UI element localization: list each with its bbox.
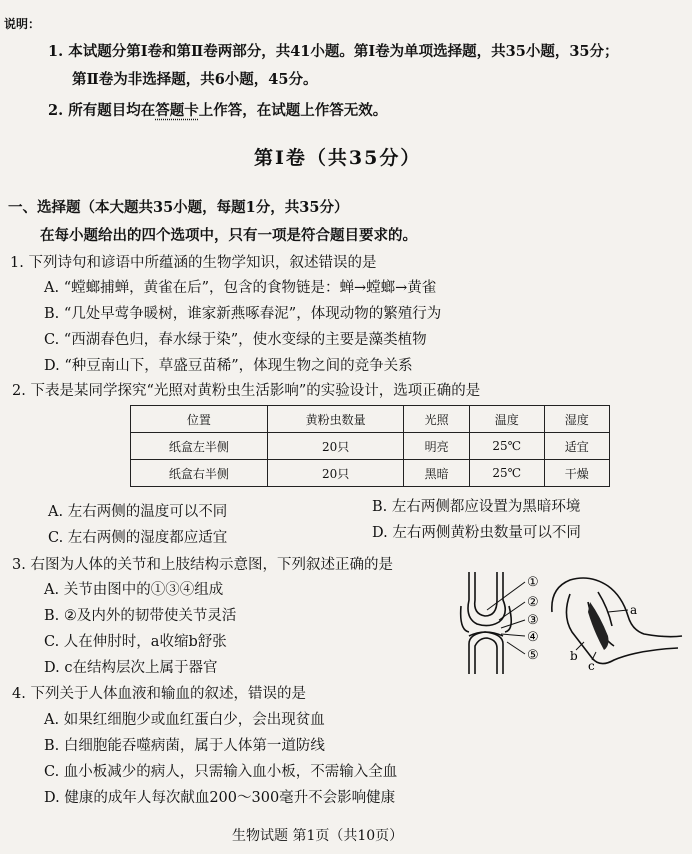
joint-diagram [455, 570, 545, 675]
question-1-option-a: A. “螳螂捕蝉，黄雀在后”，包含的食物链是：蝉→螳螂→黄雀 [44, 280, 437, 296]
question-2-stem: 2. 下表是某同学探究“光照对黄粉虫生活影响”的实验设计，选项正确的是 [12, 383, 481, 399]
experiment-table [130, 405, 610, 487]
table-cell: 纸盒右半侧 [131, 460, 268, 487]
question-4-option-c: C. 血小板减少的病人，只需输入血小板，不需输入全血 [44, 764, 398, 780]
question-2-option-a: A. 左右两侧的温度可以不同 [48, 504, 228, 520]
question-3-option-b: B. ②及内外的韧带使关节灵活 [44, 608, 237, 624]
table-header-cell: 温度 [469, 406, 544, 433]
figure-label-5: ⑤ [527, 648, 539, 663]
question-3-option-d: D. c在结构层次上属于器官 [44, 660, 218, 676]
figure-label-1: ① [527, 575, 539, 590]
header-fragment: 说明： [4, 17, 41, 31]
question-1-option-b: B. “几处早莺争暖树，谁家新燕啄春泥”，体现动物的繁殖行为 [44, 306, 442, 322]
question-4-stem: 4. 下列关于人体血液和输血的叙述，错误的是 [12, 686, 306, 702]
table-cell: 25℃ [469, 433, 544, 460]
table-cell: 明亮 [404, 433, 469, 460]
table-header-cell: 黄粉虫数量 [267, 406, 404, 433]
table-header-cell: 湿度 [544, 406, 609, 433]
figure-label-b: b [570, 649, 578, 663]
figure-label-4: ④ [527, 630, 539, 645]
arm-drawing [548, 572, 688, 672]
note-2: 2. 所有题目均在答题卡上作答，在试题上作答无效。 [48, 102, 388, 119]
section-title: 第Ⅰ卷（共35分） [254, 147, 422, 169]
question-4-option-a: A. 如果红细胞少或血红蛋白少，会出现贫血 [44, 712, 325, 728]
table-cell: 黑暗 [404, 460, 469, 487]
question-4-option-d: D. 健康的成年人每次献血200～300毫升不会影响健康 [44, 790, 396, 806]
question-2-option-c: C. 左右两侧的湿度都应适宜 [48, 530, 228, 546]
part-heading: 一、选择题（本大题共35小题，每题1分，共35分） [8, 199, 349, 216]
table-header-cell: 位置 [131, 406, 268, 433]
figure-label-2: ② [527, 595, 539, 610]
table-header-row [131, 406, 610, 433]
table-cell: 25℃ [469, 460, 544, 487]
question-2-option-b: B. 左右两侧都应设置为黑暗环境 [372, 499, 581, 515]
table-cell: 干燥 [544, 460, 609, 487]
table-row [131, 460, 610, 487]
question-3-option-a: A. 关节由图中的①③④组成 [44, 582, 224, 598]
question-1-option-c: C. “西湖春色归，春水绿于染”，使水变绿的主要是藻类植物 [44, 332, 427, 348]
question-3-stem: 3. 右图为人体的关节和上肢结构示意图，下列叙述正确的是 [12, 557, 393, 573]
page-footer: 生物试题 第1页（共10页） [232, 828, 404, 844]
figure-label-a: a [630, 603, 638, 617]
table-row [131, 433, 610, 460]
part-instruction: 在每小题给出的四个选项中，只有一项是符合题目要求的。 [40, 227, 417, 244]
question-4-option-b: B. 白细胞能吞噬病菌，属于人体第一道防线 [44, 738, 325, 754]
figure-label-c: c [588, 659, 595, 672]
question-2-option-d: D. 左右两侧黄粉虫数量可以不同 [372, 525, 581, 541]
question-3-option-c: C. 人在伸肘时，a收缩b舒张 [44, 634, 227, 650]
note-1-line-1: 1. 本试题分第Ⅰ卷和第Ⅱ卷两部分，共41小题。第Ⅰ卷为单项选择题，共35小题，35分； [48, 43, 619, 60]
table-header-cell: 光照 [404, 406, 469, 433]
arm-diagram [548, 572, 688, 672]
dotted-emphasis: 答题卡 [155, 102, 199, 119]
table-cell: 纸盒左半侧 [131, 433, 268, 460]
figure-label-3: ③ [527, 613, 539, 628]
question-1-stem: 1. 下列诗句和谚语中所蕴涵的生物学知识，叙述错误的是 [10, 255, 377, 271]
table-cell: 20只 [267, 433, 404, 460]
joint-drawing [455, 570, 545, 675]
note-1-line-2: 第Ⅱ卷为非选择题，共6小题，45分。 [72, 71, 318, 88]
table-cell: 20只 [267, 460, 404, 487]
question-1-option-d: D. “种豆南山下，草盛豆苗稀”，体现生物之间的竞争关系 [44, 358, 413, 374]
table-cell: 适宜 [544, 433, 609, 460]
